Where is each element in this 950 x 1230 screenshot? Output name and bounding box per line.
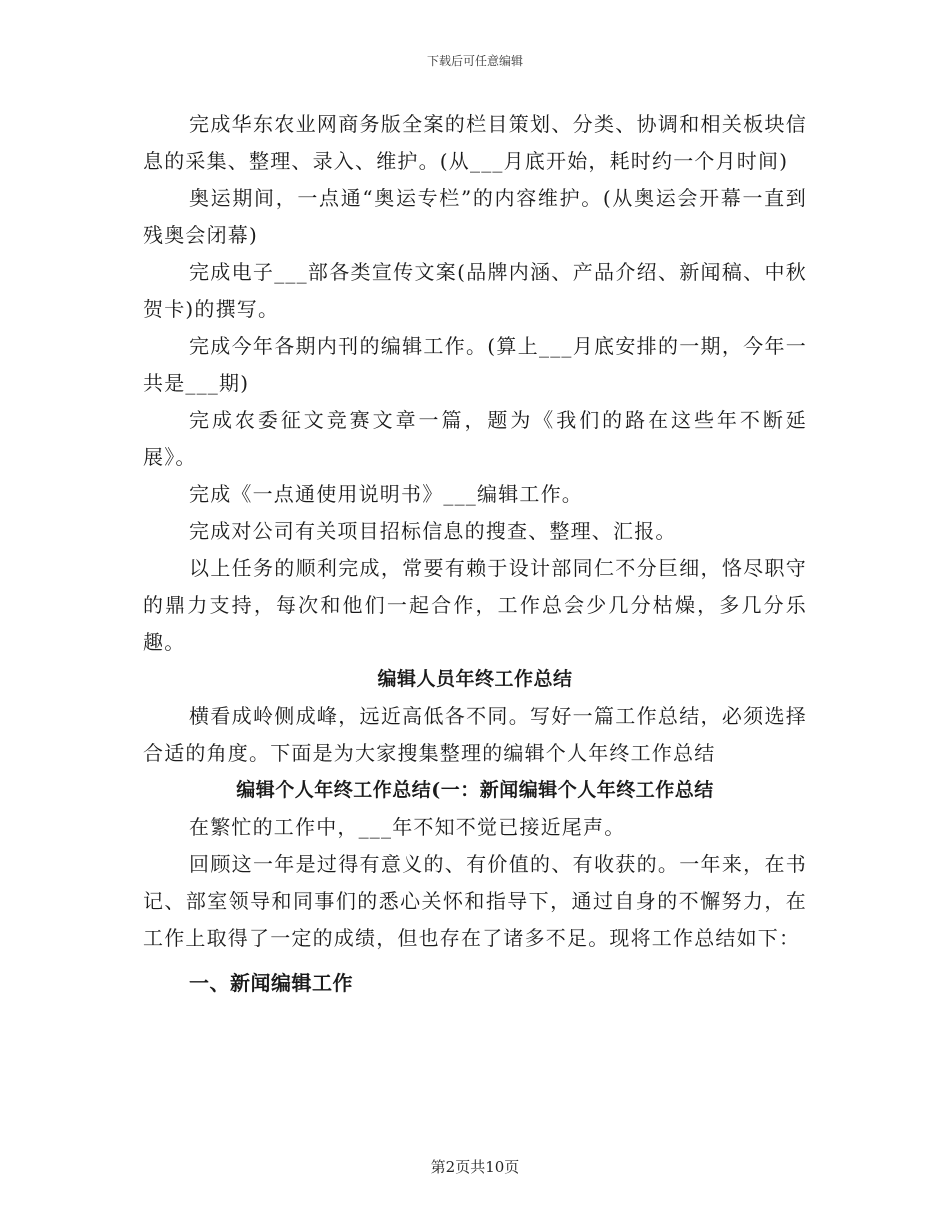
main-title: 编辑人员年终工作总结	[377, 668, 573, 690]
paragraph: 奥运期间，一点通“奥运专栏”的内容维护。(从奥运会开幕一直到残奥会闭幕)	[143, 186, 807, 247]
paragraph: 完成农委征文竞赛文章一篇，题为《我们的路在这些年不断延展》。	[143, 408, 807, 469]
page-header-note: 下载后可任意编辑	[426, 54, 523, 68]
paragraph: 完成今年各期内刊的编辑工作。(算上___月底安排的一期，今年一共是___期)	[143, 334, 807, 395]
paragraph: 完成《一点通使用说明书》___编辑工作。	[189, 482, 583, 506]
intro-paragraph: 横看成岭侧成峰，远近高低各不同。写好一篇工作总结，必须选择合适的角度。下面是为大家搜集整理的编辑个人年终工作总结	[143, 704, 807, 765]
paragraph: 完成华东农业网商务版全案的栏目策划、分类、协调和相关板块信息的采集、整理、录入、维护。(从___月底开始，耗时约一个月时间)	[143, 112, 807, 173]
page-footer: 第2页共10页	[430, 1158, 520, 1176]
sub-title: 编辑个人年终工作总结(一：新闻编辑个人年终工作总结	[236, 779, 714, 801]
paragraph: 完成电子___部各类宣传文案(品牌内涵、产品介绍、新闻稿、中秋贺卡)的撰写。	[143, 260, 807, 321]
paragraph: 完成对公司有关项目招标信息的搜查、整理、汇报。	[189, 519, 677, 543]
section-heading: 一、新闻编辑工作	[189, 971, 353, 995]
paragraph: 回顾这一年是过得有意义的、有价值的、有收获的。一年来，在书记、部室领导和同事们的悉心关怀和指导下，通过自身的不懈努力，在工作上取得了一定的成绩，但也存在了诸多不足。现将工作总结如下：	[143, 852, 807, 950]
paragraph: 在繁忙的工作中，___年不知不觉已接近尾声。	[189, 815, 626, 839]
paragraph: 以上任务的顺利完成，常要有赖于设计部同仁不分巨细，恪尽职守的鼎力支持，每次和他们一起合作，工作总会少几分枯燥，多几分乐趣。	[143, 556, 807, 654]
document-body	[143, 106, 807, 1002]
